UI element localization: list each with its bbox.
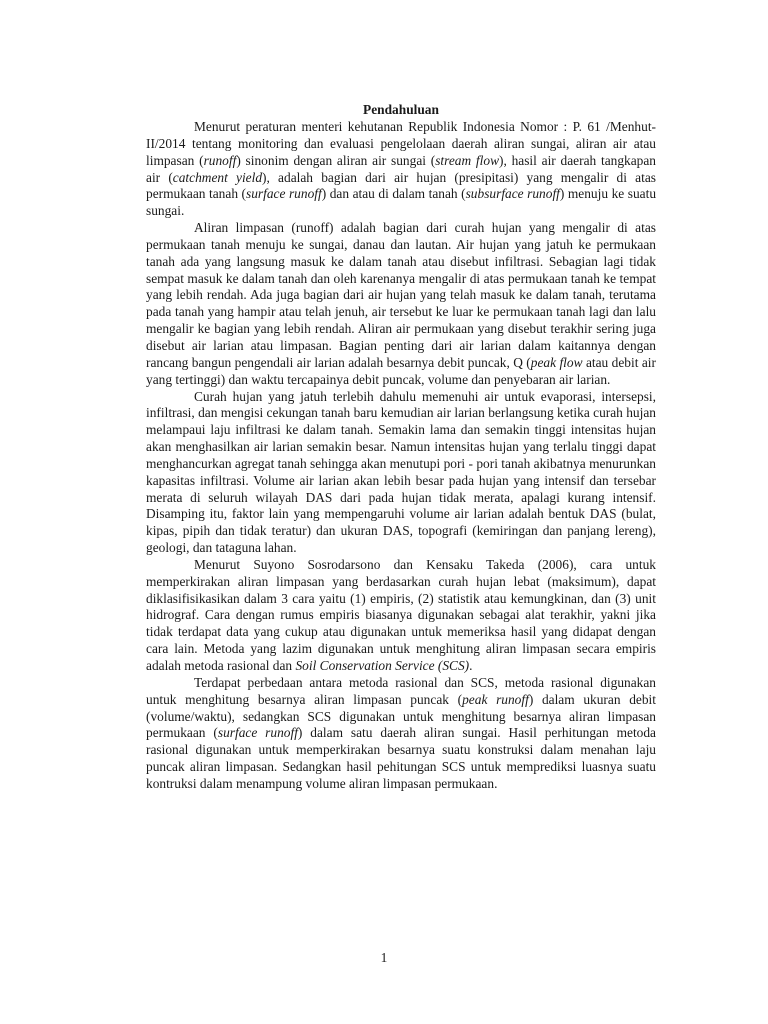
text-run: ) sinonim dengan aliran air sungai (	[236, 152, 436, 168]
paragraph	[146, 119, 656, 220]
document-title: Pendahuluan	[363, 102, 439, 117]
document-page	[146, 101, 656, 793]
text-run: ) dalam ukuran debit (volume/waktu), sedangkan SCS digunakan untuk menghitung besarnya aliran limpasan permukaan (	[146, 691, 656, 741]
italic-term: catchment yield	[172, 169, 263, 185]
text-run: .	[469, 658, 473, 673]
paragraph	[146, 389, 656, 557]
italic-term: Soil Conservation Service (SCS)	[295, 658, 470, 673]
text-run: ) dalam satu daerah aliran sungai. Hasil perhitungan metoda rasional digunakan untuk memperkirakan besarnya suatu konstruksi dalam menahan laju puncak aliran limpasan. Sedangkan hasil pehitungan SCS untuk memprediksi luasnya suatu kontruksi dalam menampung volume aliran limpasan permukaan.	[146, 725, 656, 791]
text-run: ) menuju ke suatu sungai.	[146, 186, 657, 219]
italic-term: peak flow	[530, 354, 583, 370]
paragraph	[146, 675, 656, 793]
italic-term: stream flow	[435, 152, 500, 168]
page-number: 1	[380, 950, 388, 965]
paragraph	[146, 220, 656, 388]
text-run: ), adalah bagian dari air hujan (presipitasi) yang mengalir di atas permukaan tanah (	[146, 169, 656, 202]
text-run: Curah hujan yang jatuh terlebih dahulu memenuhi air untuk evaporasi, intersepsi, infiltrasi, dan mengisi cekungan tanah baru kemudian air larian berlangsung ketika curah hujan melampaui laju infiltrasi ke dalam tanah. Semakin lama dan semakin tinggi intensitas hujan akan menghasilkan air larian semakin besar. Namun intensitas hujan yang terlalu tinggi dapat menghancurkan agregat tanah sehingga akan menutupi pori - pori tanah akibatnya menurunkan kapasitas infiltrasi. Volume air larian akan lebih besar pada hujan yang intensif dan tersebar merata di seluruh wilayah DAS dari pada hujan tidak merata, apalagi kurang intensif. Disamping itu, faktor lain yang mempengaruhi volume air larian adalah bentuk DAS (bulat, kipas, pipih dan tidak teratur) dan ukuran DAS, topografi (kemiringan dan panjang lereng), geologi, dan tataguna lahan.	[146, 388, 656, 556]
text-run: Menurut Suyono Sosrodarsono dan Kensaku Takeda (2006), cara untuk memperkirakan aliran limpasan yang berdasarkan curah hujan lebat (maksimum), dapat diklasifisikasikan dalam 3 cara yaitu (1) empiris, (2) statistik atau kemungkinan, dan (3) unit hidrograf. Cara dengan rumus empiris biasanya digunakan sebagai alat terakhir, yakni jika tidak terdapat data yang cukup atau digunakan untuk memeriksa hasil yang didapat dengan cara lain. Metoda yang lazim digunakan untuk menghitung aliran limpasan secara empiris adalah metoda rasional dan	[146, 556, 656, 673]
text-run: atau debit air yang tertinggi) dan waktu tercapainya debit puncak, volume dan penyebaran air larian.	[146, 354, 656, 387]
italic-term: peak runoff	[462, 691, 529, 707]
text-run: Menurut peraturan menteri kehutanan Republik Indonesia Nomor : P. 61 /Menhut-II/2014 tentang monitoring dan evaluasi pengelolaan daerah aliran sungai, aliran air atau limpasan (	[146, 119, 656, 168]
paragraph	[146, 557, 656, 675]
text-run: Terdapat perbedaan antara metoda rasional dan SCS, metoda rasional digunakan untuk menghitung besarnya aliran limpasan puncak (	[146, 674, 656, 707]
italic-term: surface runoff	[246, 186, 322, 202]
italic-term: subsurface runoff	[465, 186, 560, 202]
text-run: ), hasil air daerah tangkapan air (	[146, 152, 656, 185]
italic-term: surface runoff	[217, 725, 298, 741]
italic-term: runoff	[203, 152, 237, 168]
text-run: Aliran limpasan (runoff) adalah bagian dari curah hujan yang mengalir di atas permukaan tanah menuju ke sungai, danau dan lautan. Air hujan yang jatuh ke permukaan tanah ada yang langsung masuk ke dalam tanah atau disebut infiltrasi. Sebagian lagi tidak sempat masuk ke dalam tanah dan oleh karenanya mengalir di atas permukaan tanah ke tempat yang lebih rendah. Ada juga bagian dari air hujan yang telah masuk ke dalam tanah, terutama pada tanah yang hampir atau telah jenuh, air tersebut ke luar ke permukaan tanah lagi dan lalu mengalir ke bagian yang lebih rendah. Aliran air permukaan yang disebut terakhir sering juga disebut air larian atau limpasan. Bagian penting dari air larian dalam kaitannya dengan rancang bangun pengendali air larian adalah besarnya debit puncak, Q (	[146, 220, 656, 370]
text-run: ) dan atau di dalam tanah (	[321, 186, 466, 202]
